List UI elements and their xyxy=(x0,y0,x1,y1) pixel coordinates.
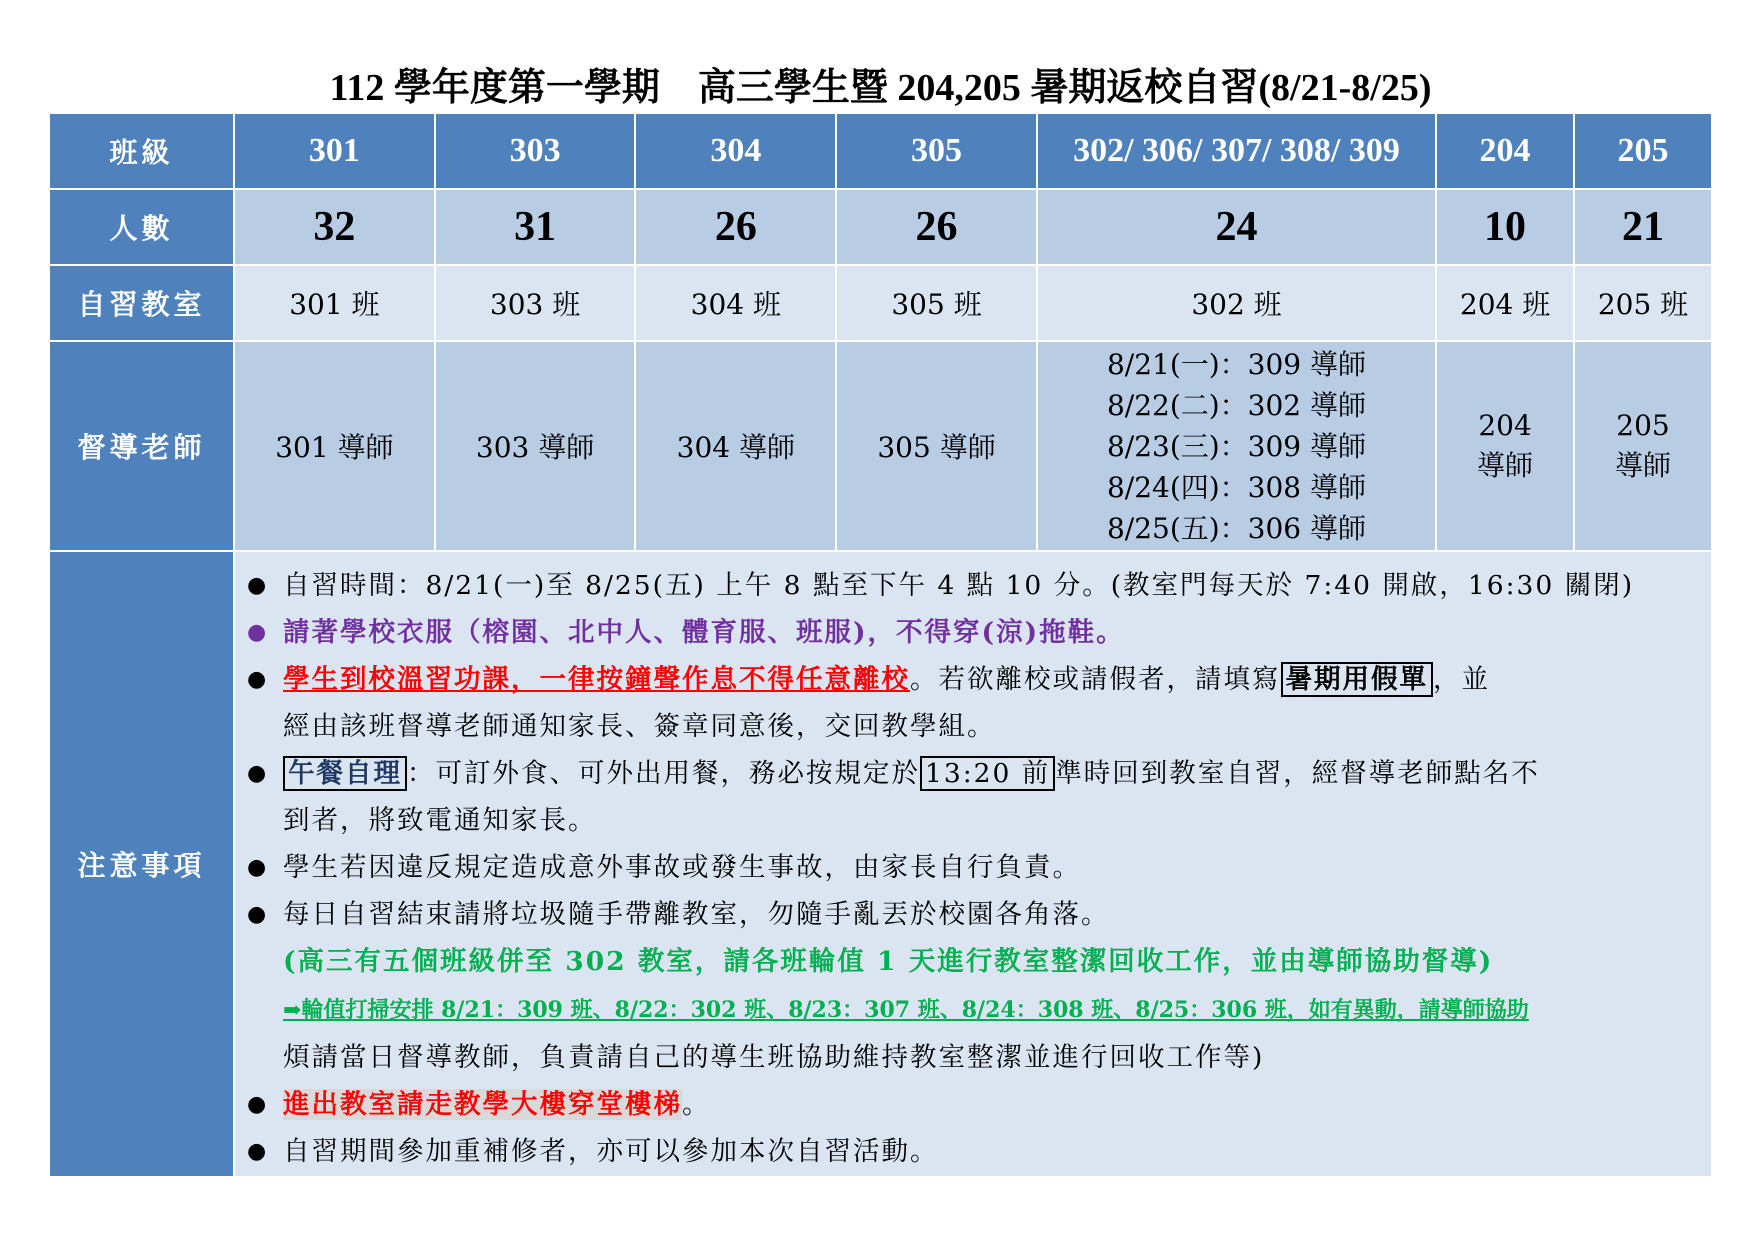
label-room: 自習教室 xyxy=(49,265,234,341)
count-cell: 26 xyxy=(635,189,836,265)
teacher-cell: 305 導師 xyxy=(836,341,1037,551)
count-cell: 24 xyxy=(1037,189,1436,265)
note-arrow: ➡輪值打掃安排 8/21：309 班、8/22：302 班、8/23：307 班、8/24：308 班、8/25：306 班，如有異動，請導師協助 xyxy=(283,997,1529,1023)
note-text: 請著學校衣服（榕園、北中人、體育服、班服)，不得穿(涼)拖鞋。 xyxy=(283,617,1125,648)
teacher-role: 導師 xyxy=(1477,449,1534,482)
note-item xyxy=(247,891,1701,1081)
room-cell: 301 班 xyxy=(234,265,435,341)
teacher-cell: 304 導師 xyxy=(635,341,836,551)
note-item xyxy=(247,1081,1701,1128)
row-notes xyxy=(49,551,1712,1177)
teacher-schedule-cell xyxy=(1037,341,1436,551)
note-text: 到者，將致電通知家長。 xyxy=(283,805,597,836)
note-item xyxy=(247,844,1701,891)
count-cell: 10 xyxy=(1436,189,1574,265)
note-boxed: 暑期用假單 xyxy=(1281,662,1434,697)
room-cell: 303 班 xyxy=(435,265,636,341)
note-text: 煩請當日督導教師，負責請自己的導生班協助維持教室整潔並進行回收工作等) xyxy=(283,1042,1265,1073)
teacher-cell xyxy=(1574,341,1712,551)
note-text: ：可訂外食、可外出用餐，務必按規定於 xyxy=(407,758,921,789)
count-cell: 31 xyxy=(435,189,636,265)
note-boxed: 午餐自理 xyxy=(283,756,407,791)
room-cell: 302 班 xyxy=(1037,265,1436,341)
row-teacher xyxy=(49,341,1712,551)
note-item xyxy=(247,750,1701,844)
note-text: 經由該班督導老師通知家長、簽章同意後，交回教學組。 xyxy=(283,711,996,742)
class-cell: 301 xyxy=(234,113,435,189)
count-cell: 26 xyxy=(836,189,1037,265)
schedule-line: 8/24(四)：308 導師 xyxy=(1106,470,1367,504)
teacher-cell: 303 導師 xyxy=(435,341,636,551)
teacher-role: 導師 xyxy=(1615,449,1672,482)
row-count xyxy=(49,189,1712,265)
row-class xyxy=(49,113,1712,189)
teacher-class: 205 xyxy=(1616,409,1670,442)
room-cell: 305 班 xyxy=(836,265,1037,341)
teacher-cell: 301 導師 xyxy=(234,341,435,551)
class-cell: 204 xyxy=(1436,113,1574,189)
class-cell: 303 xyxy=(435,113,636,189)
room-cell: 304 班 xyxy=(635,265,836,341)
schedule-line: 8/21(一)：309 導師 xyxy=(1106,347,1367,381)
class-cell: 205 xyxy=(1574,113,1712,189)
note-item xyxy=(247,562,1701,609)
teacher-class: 204 xyxy=(1478,409,1532,442)
note-text: 。 xyxy=(682,1089,711,1120)
note-text: 學生若因違反規定造成意外事故或發生事故，由家長自行負責。 xyxy=(283,852,1082,883)
class-cell: 305 xyxy=(836,113,1037,189)
note-item xyxy=(247,609,1701,656)
room-cell: 205 班 xyxy=(1574,265,1712,341)
label-class: 班級 xyxy=(49,113,234,189)
count-cell: 32 xyxy=(234,189,435,265)
class-cell: 302/ 306/ 307/ 308/ 309 xyxy=(1037,113,1436,189)
class-cell: 304 xyxy=(635,113,836,189)
note-text: ，並 xyxy=(1433,664,1491,695)
note-boxed: 13:20 前 xyxy=(920,756,1055,791)
label-notes: 注意事項 xyxy=(49,551,234,1177)
note-item xyxy=(247,1128,1701,1175)
label-count: 人數 xyxy=(49,189,234,265)
note-text: 準時回到教室自習，經督導老師點名不 xyxy=(1055,758,1540,789)
bullet-icon: ● xyxy=(247,667,269,692)
schedule-line: 8/23(三)：309 導師 xyxy=(1106,429,1367,463)
bullet-icon: ● xyxy=(247,761,269,786)
schedule-line: 8/22(二)：302 導師 xyxy=(1106,388,1367,422)
bullet-icon: ● xyxy=(247,1139,269,1164)
bullet-icon: ● xyxy=(247,1092,269,1117)
note-text: 。若欲離校或請假者，請填寫 xyxy=(910,664,1281,695)
room-cell: 204 班 xyxy=(1436,265,1574,341)
page-title: 112 學年度第一學期 高三學生暨 204,205 暑期返校自習(8/21-8/25) xyxy=(329,67,1432,109)
row-room xyxy=(49,265,1712,341)
note-text: 自習時間：8/21(一)至 8/25(五) 上午 8 點至下午 4 點 10 分。(教室門每天於 7:40 開啟，16:30 關閉) xyxy=(283,570,1635,601)
note-green: (高三有五個班級併至 302 教室，請各班輪值 1 天進行教室整潔回收工作，並由導師協助督導) xyxy=(283,946,1494,977)
notes-list xyxy=(235,552,1711,1175)
schedule-table xyxy=(48,112,1713,1178)
note-highlight: 進出教室請走教學大樓穿堂樓梯 xyxy=(283,1089,683,1120)
bullet-icon: ● xyxy=(247,902,269,927)
count-cell: 21 xyxy=(1574,189,1712,265)
note-text: 自習期間參加重補修者，亦可以參加本次自習活動。 xyxy=(283,1136,939,1167)
notes-cell xyxy=(234,551,1712,1177)
teacher-cell xyxy=(1436,341,1574,551)
schedule-line: 8/25(五)：306 導師 xyxy=(1106,511,1367,545)
bullet-icon: ● xyxy=(247,855,269,880)
bullet-icon: ● xyxy=(247,620,269,645)
note-text: 每日自習結束請將垃圾隨手帶離教室，勿隨手亂丟於校園各角落。 xyxy=(283,899,1110,930)
note-item xyxy=(247,656,1701,750)
label-teacher: 督導老師 xyxy=(49,341,234,551)
bullet-icon: ● xyxy=(247,573,269,598)
note-emphasis: 學生到校溫習功課，一律按鐘聲作息不得任意離校 xyxy=(283,664,911,695)
